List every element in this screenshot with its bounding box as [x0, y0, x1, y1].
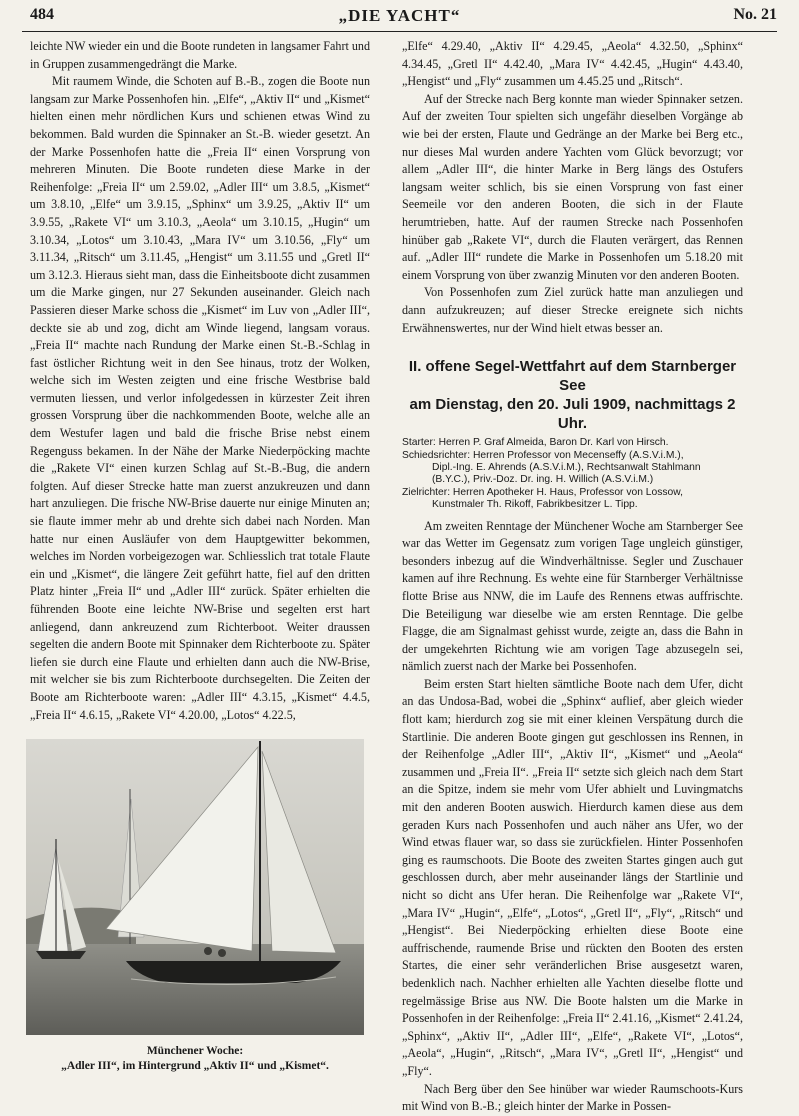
- heading-line-2: am Dienstag, den 20. Juli 1909, nachmittags 2 Uhr.: [409, 396, 736, 433]
- left-column: [30, 38, 370, 724]
- left-paragraph-2: Mit raumem Winde, die Schoten auf B.-B., zogen die Boote nun langsam zur Marke Possenhofen hin. „Elfe“, „Aktiv II“ und „Kismet“ hielten einen mehr nördlichen Kurs und schienen etwas Wind zu bekommen. Bald wurden die Spinnaker an St.-B. wieder gesetzt. An der Marke Possenhofen hatte die „Freia II“ einen Vorsprung von mehreren Minuten. Die Boote rundeten diese Marke in der Reihenfolge: „Freia II“ um 2.59.02, „Adler III“ um 3.8.5, „Kismet“ um 3.8.10, „Elfe“ um 3.9.15, „Sphinx“ um 3.9.25, „Aktiv II“ um 3.9.55, „Rakete VI“ um 3.10.3, „Aeola“ um 3.10.15, „Hugin“ um 3.10.34, „Lotos“ um 3.10.43, „Mara IV“ um 3.10.56, „Fly“ um 3.11.34, „Ritsch“ um 3.11.45, „Hengist“ um 3.11.55 und „Gretl II“ um 3.12.3. Hieraus sieht man, dass die Einheitsboote dicht zusammen um die Marke gingen, nur 27 Sekunden auseinander. Gleich nach Passieren dieser Marke schoss die „Kismet“ im Luv von „Adler III“, deckte sie ab und zog, dicht am Winde liegend, langsam voraus. „Freia II“ machte nach Rundung der Marke einen St.-B.-Schlag in fast östlicher Richtung weit in den See hinaus, trotz der Wolken, welche sich im Westen zeigten und eine frische Westbrise bald vermuten liessen, und verlor infolgedessen in kürzester Zeit ihren grossen Vorsprung über die nachkommenden Boote, welche alle an dem Westufer lagen und bald die frische Brise nebst einem Regenguss bekamen. In der Nähe der Marke Niederpöcking machte die „Rakete VI“ einen kurzen Schlag auf St.-B.-Bug, die andern folgten. Auf dieser Strecke hatte man zuerst anzukreuzen und dann hart anzuliegen. Die frische NW-Brise dauerte nur einige Minuten an; sie flaute immer mehr ab und drehte sich dabei nach Norden. Man hatte nur einen Ausläufer von dem Hauptgewitter bekommen, welches im Norden vorbeigezogen war. Schliesslich trat totale Flaute ein und „Kismet“, die längere Zeit geführt hatte, fiel auf den dritten Platz hinter „Freia II“ und „Adler III“ zurück. Später erhielten die führenden Boote eine leichte NW-Brise und segelten erst hart anliegend, dann ankreuzend zum Richterboot. Weiter draussen segelten die andern Boote mit Spinnaker dem Richterboote zu. Später liefen sie durch eine Flaute und erhielten dann auch die NW-Brise, mit welcher sie bis zum Richterboote durchsegelten. Die Zeiten der Boote am Richterboote waren: „Adler III“ 4.3.15, „Kismet“ 4.4.5, „Freia II“ 4.6.15, „Rakete VI“ 4.20.00, „Lotos“ 4.22.5,: [30, 74, 370, 722]
- officials-block: [402, 437, 743, 511]
- header-rule: [22, 31, 777, 32]
- officials-judges-1: Schiedsrichter: Herren Professor von Mecenseffy (A.S.V.i.M.),: [402, 449, 684, 461]
- right-paragraph-1: „Elfe“ 4.29.40, „Aktiv II“ 4.29.45, „Aeola“ 4.32.50, „Sphinx“ 4.34.45, „Gretl II“ 4.42.40, „Mara IV“ 4.42.45, „Hugin“ 4.43.40, „Hengist“ und „Fly“ zusammen um 4.45.25 und „Ritsch“.: [402, 39, 743, 89]
- officials-starter: Starter: Herren P. Graf Almeida, Baron Dr. Karl von Hirsch.: [402, 437, 669, 449]
- right-paragraph-6: Nach Berg über den See hinüber war wieder Raumschoots-Kurs mit Wind von B.-B.; gleich hinter der Marke in Possen-: [402, 1081, 743, 1114]
- section-heading: [402, 357, 743, 433]
- caption-line-1: Münchener Woche:: [146, 1045, 244, 1057]
- caption-line-2: „Adler III“, im Hintergrund „Aktiv II“ und „Kismet“.: [61, 1060, 329, 1072]
- left-paragraph-1: leichte NW wieder ein und die Boote rundeten in langsamer Fahrt und in Gruppen zusammengedrängt die Marke.: [30, 39, 370, 71]
- officials-judges-3: (B.Y.C.), Priv.-Doz. Dr. ing. H. Willich (A.S.V.i.M.): [432, 474, 654, 486]
- right-paragraph-5: Beim ersten Start hielten sämtliche Boote nach dem Ufer, dicht an das Undosa-Bad, wobei die „Sphinx“ auflief, aber gleich wieder flott kam; hierdurch zog sie mit einer kleinen Verspätung durch die Startlinie. Die anderen Boote gingen gut geschlossen ins Rennen, in der Reihenfolge „Adler III“, „Aktiv II“, „Kismet“ und „Aeola“ zusammen und „Freia II“. „Freia II“ setzte sich gleich nach dem Start an die Spitze, indem sie mehr vom Ufer abhielt und Luvingmatchs mit den anderen Booten auswich. Hierdurch kamen diese aus dem geraden Kurs nach Possenhofen und auch näher ans Ufer, wo der Wind etwas flauer war, so dass sie zurückfielen. Hinter Possenhofen ging es raumschoots. Die Boote des zweiten Startes gingen auch gut geschlossen durch, aber mehr auseinander längs der Startlinie und nicht so dicht ans Ufer heran. Die Reihenfolge war „Rakete VI“, „Mara IV“ „Hugin“, „Elfe“, „Lotos“, „Gretl II“, „Fly“, „Ritsch“ und „Hengist“. Bei Niederpöcking erhielten diese Boote eine auffrischende, raumende Brise und rückten den Booten des ersten Startes, die einer sehr veränderlichen Brise ausgesetzt waren, bedenklich nach. Nachher erhielten alle Yachten dieselbe flotte und regelmässige Brise aus NW. Die Boote halsten um die Marke in Possenhofen in der Reihenfolge: „Freia II“ 2.41.16, „Kismet“ 2.41.24, „Sphinx“, „Aktiv II“, „Adler III“, „Elfe“, „Rakete VI“, „Lotos“, „Aeola“, „Hugin“, „Ritsch“, „Mara IV“, „Gretl II“, „Hengist“ und „Fly“.: [402, 676, 743, 1078]
- issue-number: No. 21: [733, 6, 777, 23]
- page-header: [22, 6, 777, 30]
- journal-title: „DIE YACHT“: [338, 6, 461, 25]
- right-paragraph-3: Von Possenhofen zum Ziel zurück hatte man anzuliegen und dann aufzukreuzen; auf dieser Strecke ereignete sich nichts Erwähnenswertes, nur der Wind hielt etwas besser an.: [402, 285, 743, 335]
- officials-judges-2: Dipl.-Ing. E. Ahrends (A.S.V.i.M.), Rechtsanwalt Stahlmann: [432, 461, 701, 473]
- heading-line-1: II. offene Segel-Wettfahrt auf dem Starnberger See: [408, 358, 737, 395]
- sailing-photo: [26, 739, 364, 1035]
- right-column: [402, 38, 743, 1116]
- right-paragraph-4: Am zweiten Renntage der Münchener Woche am Starnberger See war das Wetter im Gegensatz zum vorigen Tage ungleich günstiger, besonders inbezug auf die Windverhältnisse. Segler und Zuschauer kamen auf ihre Rechnung. Es wehte eine für Starnberger Verhältnisse flotte Brise aus NNW, die im Laufe des Rennens etwas auffrischte. Die Beteiligung war dieselbe wie am ersten Renntage. Die gelbe Flagge, die am Signalmast gehisst wurde, zeigte an, dass die Bahn in der umgekehrten Richtung wie am vorigen Tage abzusegeln sei, nämlich zuerst nach der Marke bei Possenhofen.: [402, 518, 743, 674]
- page-number: 484: [30, 6, 54, 23]
- officials-finish-2: Kunstmaler Th. Rikoff, Fabrikbesitzer L. Tipp.: [432, 499, 638, 511]
- officials-finish-1: Zielrichter: Herren Apotheker H. Haus, Professor von Lossow,: [402, 486, 683, 498]
- photo-caption: [26, 1044, 364, 1074]
- sailboats-illustration: [26, 739, 364, 1035]
- right-paragraph-2: Auf der Strecke nach Berg konnte man wieder Spinnaker setzen. Auf der zweiten Tour spielten sich ungefähr dieselben Vorgänge ab wie bei der ersten, Flaute und Gedränge an der Marke bei Berg etc., nur dieses Mal wurden andere Yachten vom Glück bevorzugt; vor allem „Adler III“, die hinter Marke in Berg längs des Ostufers langsam weiter schlich, bis sie einen Vorsprung von fast einer Seemeile vor den anderen Booten, die sich in der Flaute herumtrieben, hatte. Auf der raumen Strecke nach Possenhofen hinüber gab „Rakete VI“, durch die Flauten verärgert, das Rennen auf. „Adler III“ rundete die Marke in Possenhofen um 5.18.20 mit einem Vorsprung von über zwanzig Minuten vor den anderen Booten.: [402, 91, 743, 282]
